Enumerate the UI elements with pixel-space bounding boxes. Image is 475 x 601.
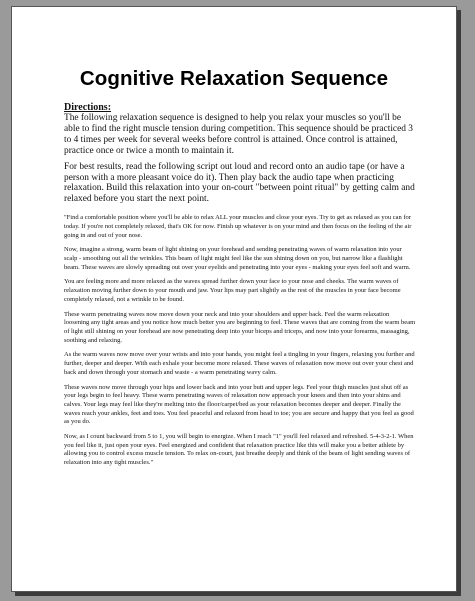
document-body — [64, 102, 416, 474]
page-title: Cognitive Relaxation Sequence — [79, 67, 389, 90]
script-paragraph: "Find a comfortable position where you'll be able to relax ALL your muscles and close your eyes. Try to get as relaxed as you can for today. If you're not completely relaxed, that's OK for now. Finish up whatever is on your mind and then focus on the feeling of the air going in and out of your nose. — [64, 214, 412, 239]
intro-paragraph: The following relaxation sequence is designed to help you relax your muscles so you'll be able to find the right muscle tension during competition. This sequence should be practiced 3 to 4 times per week for several weeks before control is attained. Once control is attained, practice once or twice a month to maintain it. — [64, 113, 413, 156]
script-paragraph: These warm penetrating waves now move down your neck and into your shoulders and upper back. Feel the warm relaxation loosening any tight areas and you notice how much better you are beginning to feel. These waves that are coming from the warm beam of light still shining on your forehead are now penetrating deep into your biceps and triceps, and now into your forearms, massaging, soothing and relaxing. — [64, 310, 416, 344]
document-page — [11, 6, 457, 592]
relaxation-script — [64, 214, 416, 468]
script-paragraph: As the warm waves now move over your wrists and into your hands, you might feel a tingling in your fingers, relaxing you further and further, deeper and deeper. With each exhale your become more relaxed. These waves of relaxation now move out over your chest and back and down through your stomach and waste - a warm penetrating wavy calm. — [64, 351, 415, 376]
script-paragraph: Now, as I count backward from 5 to 1, you will begin to energize. When I reach "1" you'll feel relaxed and refreshed. 5-4-3-2-1. When you feel like it, just open your eyes. Feel energized and confident that relaxation practice like this will make you a better athlete by allowing you to control excess muscle tension. To relax on-court, just breathe deeply and think of the beam of light sending waves of relaxation into any tight muscles." — [64, 433, 414, 467]
script-paragraph: Now, imagine a strong, warm beam of light shining on your forehead and sending penetrating waves of warm relaxation into your scalp - smoothing out all the wrinkles. This beam of light might feel like the sun shining down on you, but narrow like a flashlight beam. These waves are slowly spreading out over your eyelids and penetrating into your eyes - making your eyes feel soft and warm. — [64, 246, 411, 271]
script-paragraph: You are feeling more and more relaxed as the waves spread further down your face to your nose and cheeks. The warm waves of relaxation moving further down to your mouth and jaw. Your lips may part slightly as the rest of the muscles in your face become completely relaxed, not a wrinkle to be found. — [64, 278, 401, 303]
script-paragraph: These waves now move through your hips and lower back and into your butt and upper legs. Feel your thigh muscles just shut off as your legs begin to feel heavy. These warm penetrating waves of relaxation now approach your knees and then into your shins and calves. Your legs may feel like they're melting into the floor/carpet/bed as your relaxation becomes deeper and deeper. Finally the waves reach your ankles, feet and toes. You feel peaceful and relaxed from head to toe; you are secure and happy that you feel as good as you do. — [64, 383, 414, 426]
intro-paragraph: For best results, read the following script out loud and record onto an audio tape (or have a person with a more pleasant voice do it). Then play back the audio tape when practicing relaxation. Build this relaxation into your on-court "between point ritual" by getting calm and relaxed before you start the next point. — [64, 161, 415, 205]
directions-heading: Directions: — [64, 102, 112, 113]
